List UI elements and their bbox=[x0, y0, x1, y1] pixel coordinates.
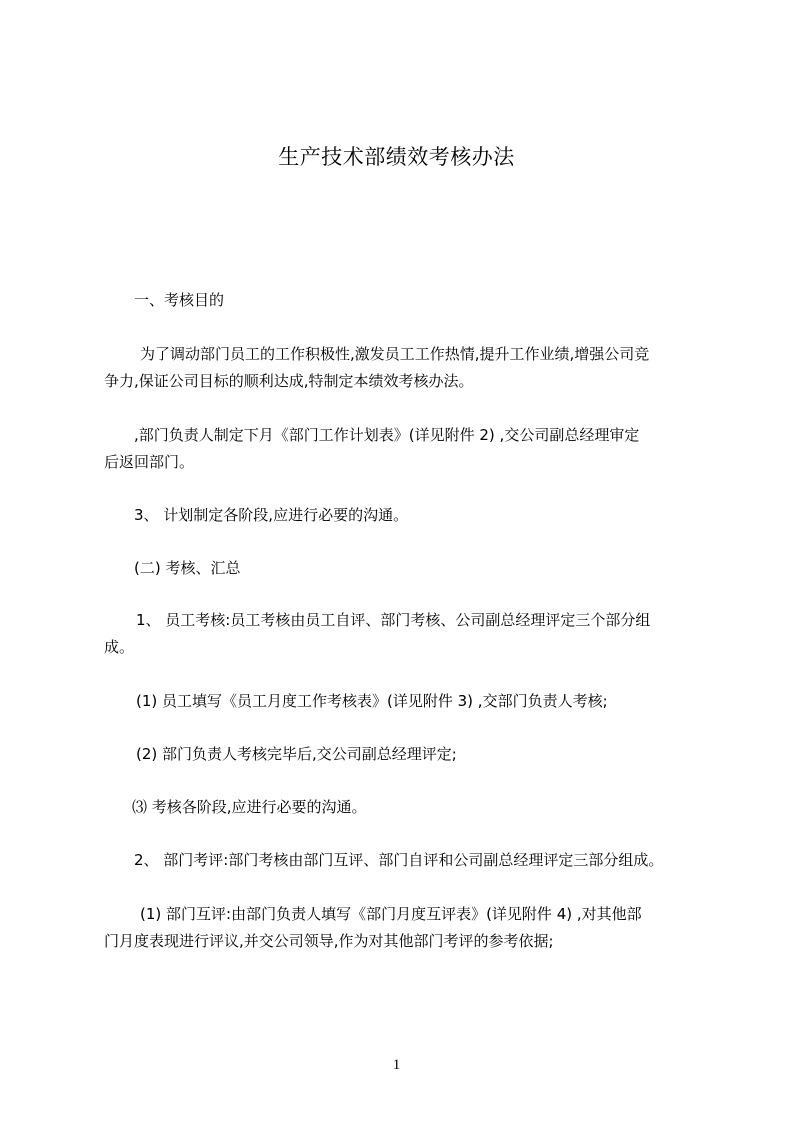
paragraph-line: 争力,保证公司目标的顺利达成,特制定本绩效考核办法。 bbox=[104, 372, 474, 390]
paragraph-line: 为了调动部门员工的工作积极性,激发员工工作热情,提升工作业绩,增强公司竞 bbox=[140, 345, 650, 363]
paragraph-line: 1、 员工考核:员工考核由员工自评、部门考核、公司副总经理评定三个部分组 bbox=[136, 611, 651, 629]
paragraph-line: ⑶ 考核各阶段,应进行必要的沟通。 bbox=[132, 798, 367, 816]
list-item bbox=[132, 794, 732, 821]
section-heading bbox=[134, 555, 734, 582]
paragraph-line: (1) 员工填写《员工月度工作考核表》(详见附件 3) ,交部门负责人考核; bbox=[136, 692, 608, 710]
list-item bbox=[104, 607, 704, 661]
paragraph-line: (二) 考核、汇总 bbox=[134, 559, 241, 577]
paragraph-line: (2) 部门负责人考核完毕后,交公司副总经理评定; bbox=[136, 745, 457, 763]
paragraph-line: 一、考核目的 bbox=[134, 291, 225, 309]
paragraph-line: 后返回部门。 bbox=[104, 453, 195, 471]
paragraph-line: (1) 部门互评:由部门负责人填写《部门月度互评表》(详见附件 4) ,对其他部 bbox=[140, 905, 642, 923]
section-heading bbox=[134, 287, 734, 314]
list-item bbox=[134, 847, 734, 874]
list-item bbox=[136, 741, 736, 768]
paragraph-line: 成。 bbox=[104, 638, 135, 656]
list-item bbox=[104, 901, 704, 955]
list-item bbox=[136, 688, 736, 715]
paragraph-line: 2、 部门考评:部门考核由部门互评、部门自评和公司副总经理评定三部分组成。 bbox=[134, 851, 664, 869]
paragraph-plan bbox=[104, 422, 704, 476]
page-number: 1 bbox=[392, 1057, 401, 1073]
paragraph-line: 3、 计划制定各阶段,应进行必要的沟通。 bbox=[134, 506, 409, 524]
paragraph-line: ,部门负责人制定下月《部门工作计划表》(详见附件 2) ,交公司副总经理审定 bbox=[134, 426, 640, 444]
paragraph-line: 门月度表现进行评议,并交公司领导,作为对其他部门考评的参考依据; bbox=[104, 932, 554, 950]
paragraph-purpose bbox=[104, 341, 704, 395]
document-title: 生产技术部绩效考核办法 bbox=[278, 145, 515, 169]
list-item bbox=[134, 502, 734, 529]
